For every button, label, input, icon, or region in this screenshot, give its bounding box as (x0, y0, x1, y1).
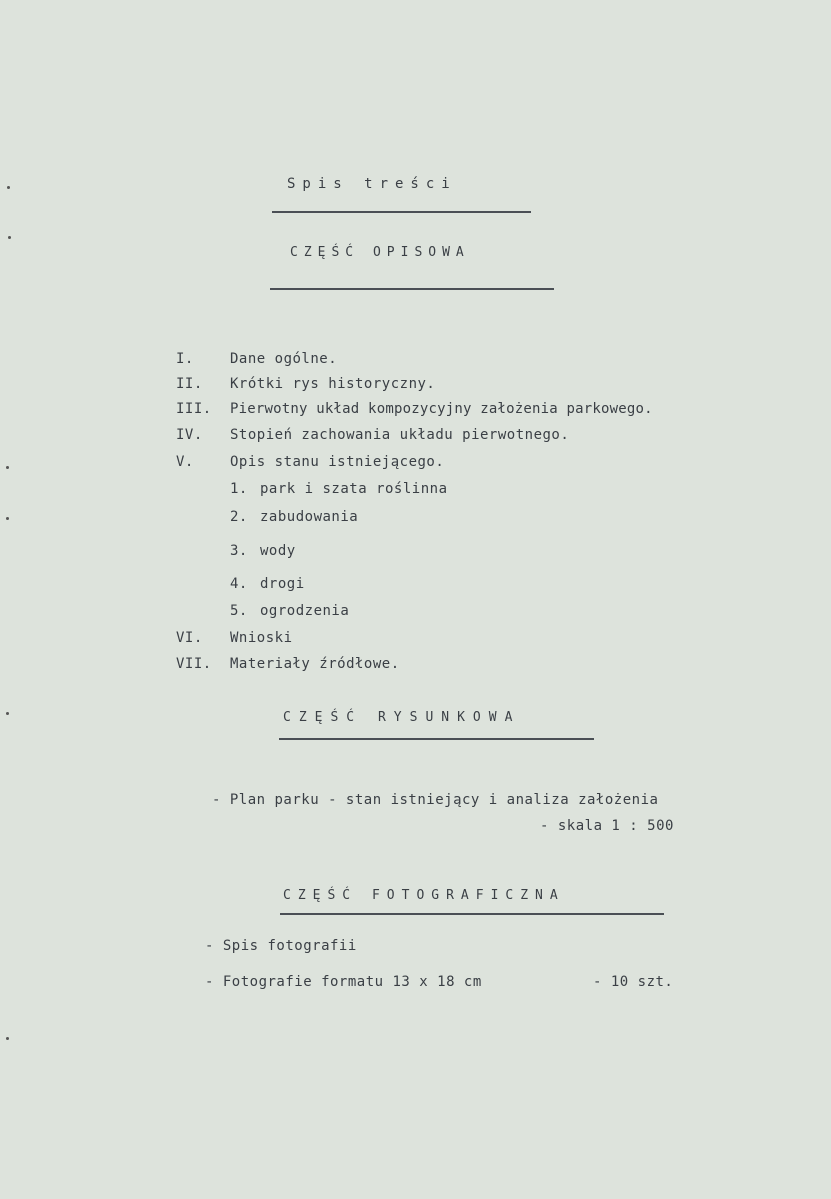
list-item-number: V. (176, 454, 194, 470)
sublist-item-text: wody (260, 543, 296, 559)
margin-mark (6, 712, 9, 715)
section-underline (270, 288, 554, 290)
list-item-text: Wnioski (230, 630, 293, 646)
margin-mark (6, 1037, 9, 1040)
list-item-text: Krótki rys historyczny. (230, 376, 436, 392)
margin-mark (8, 236, 11, 239)
sublist-item-number: 4. (230, 576, 248, 592)
sublist-item-text: park i szata roślinna (260, 481, 448, 497)
margin-mark (6, 517, 9, 520)
margin-mark (6, 466, 9, 469)
title-underline (272, 211, 531, 213)
sublist-item-number: 3. (230, 543, 248, 559)
list-item-text: Materiały źródłowe. (230, 656, 400, 672)
photo-entry: - Fotografie formatu 13 x 18 cm (205, 974, 482, 990)
photo-entry: - Spis fotografii (205, 938, 357, 954)
list-item-number: II. (176, 376, 203, 392)
section-heading-photos: CZĘŚĆ FOTOGRAFICZNA (283, 888, 565, 903)
drawing-entry: - Plan parku - stan istniejący i analiza założenia (212, 792, 659, 808)
list-item-number: III. (176, 401, 212, 417)
section-heading-descriptive: CZĘŚĆ OPISOWA (290, 245, 470, 260)
sublist-item-text: ogrodzenia (260, 603, 350, 619)
list-item-text: Dane ogólne. (230, 351, 338, 367)
sublist-item-text: drogi (260, 576, 305, 592)
sublist-item-number: 2. (230, 509, 248, 525)
list-item-number: VII. (176, 656, 212, 672)
sublist-item-number: 1. (230, 481, 248, 497)
list-item-number: I. (176, 351, 194, 367)
list-item-text: Pierwotny układ kompozycyjny założenia parkowego. (230, 401, 653, 417)
sublist-item-text: zabudowania (260, 509, 359, 525)
section-underline (280, 913, 664, 915)
section-heading-drawings: CZĘŚĆ RYSUNKOWA (283, 710, 521, 725)
page-title: Spis treści (287, 176, 457, 192)
section-underline (279, 738, 594, 740)
margin-mark (7, 186, 10, 189)
list-item-number: VI. (176, 630, 203, 646)
photo-count: - 10 szt. (593, 974, 674, 990)
list-item-text: Stopień zachowania układu pierwotnego. (230, 427, 570, 443)
drawing-scale: - skala 1 : 500 (540, 818, 674, 834)
sublist-item-number: 5. (230, 603, 248, 619)
list-item-number: IV. (176, 427, 203, 443)
list-item-text: Opis stanu istniejącego. (230, 454, 445, 470)
